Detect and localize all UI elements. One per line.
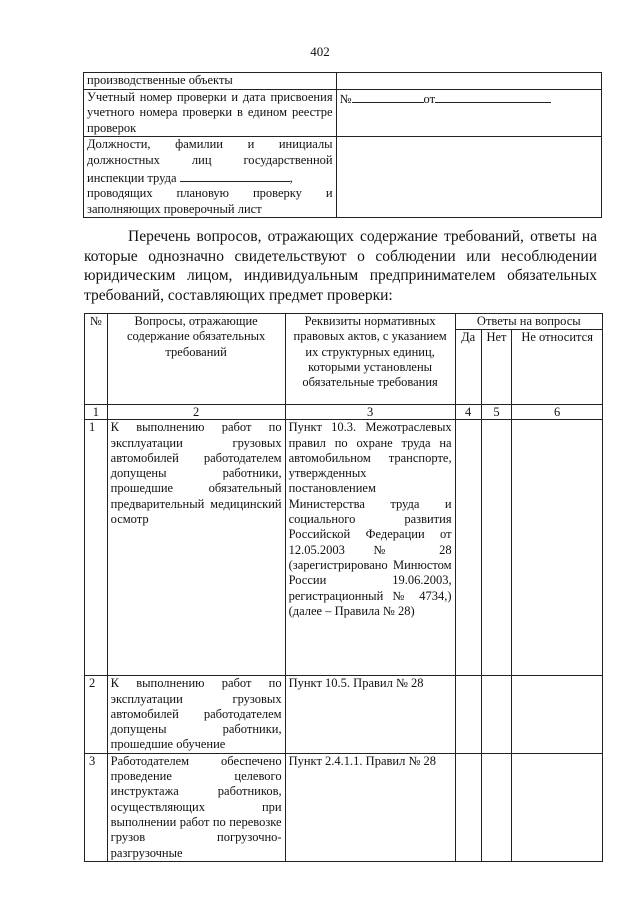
row-requisite: Пункт 2.4.1.1. Правил № 28: [285, 753, 455, 861]
info-label-registry: Учетный номер проверки и дата присвоения учетного номера проверки в едином реестре проверок: [84, 89, 337, 137]
row-question: Работодателем обеспечено проведение целевого инструктажа работников, осуществляющих при выполнении работ по перевозке грузов погрузочно-разгрузочные: [107, 753, 285, 861]
info-label-objects: производственные объекты: [84, 73, 337, 90]
column-index: 5: [481, 405, 512, 420]
column-index-row: [85, 405, 603, 420]
answer-no-cell[interactable]: [481, 420, 512, 676]
row-number: 3: [85, 753, 108, 861]
officials-inspection-blank: [180, 169, 290, 182]
answer-no-cell[interactable]: [481, 676, 512, 753]
column-index: 6: [512, 405, 603, 420]
answer-no-cell[interactable]: [481, 753, 512, 861]
row-requisite: Пункт 10.5. Правил № 28: [285, 676, 455, 753]
checklist-table: [84, 313, 603, 862]
header-row-1: [85, 314, 603, 330]
answer-yes-cell[interactable]: [455, 420, 481, 676]
officials-line-4: проводящих плановую проверку и: [87, 186, 333, 201]
officials-line-5: заполняющих проверочный лист: [87, 201, 262, 216]
registry-number-blank: [352, 90, 424, 103]
officials-line-2: должностных лиц государственной: [87, 152, 333, 167]
row-number: 1: [85, 420, 108, 676]
inspection-info-table: [83, 72, 602, 218]
answer-na-cell[interactable]: [512, 753, 603, 861]
info-value-registry: [336, 89, 601, 137]
header-yes: Да: [455, 330, 481, 405]
table-row: [85, 676, 603, 753]
info-row-objects: [84, 73, 602, 90]
answer-na-cell[interactable]: [512, 676, 603, 753]
page-number: 402: [310, 44, 330, 59]
info-row-officials: [84, 137, 602, 218]
table-row: [85, 753, 603, 861]
info-value-officials: [336, 137, 601, 218]
column-index: 2: [107, 405, 285, 420]
column-index: 4: [455, 405, 481, 420]
registry-date-blank: [435, 90, 551, 103]
row-number: 2: [85, 676, 108, 753]
registry-date-prefix: от: [423, 91, 436, 106]
column-index: 1: [85, 405, 108, 420]
checklist-heading: Перечень вопросов, отражающих содержание требований, ответы на которые однозначно свидетельствуют о соблюдении или несоблюдении юридическим лицом, индивидуальным предпринимателем обязательных требований, составляющих предмет проверки:: [84, 228, 597, 304]
header-requisites: Реквизиты нормативных правовых актов, с указанием их структурных единиц, которыми установлены обязательные требования: [285, 314, 455, 405]
table-row: [85, 420, 603, 676]
row-question: К выполнению работ по эксплуатации грузовых автомобилей работодателем допущены работники, прошедшие обязательный предварительный медицинский осмотр: [107, 420, 285, 676]
header-answers: Ответы на вопросы: [455, 314, 602, 330]
row-requisite: Пункт 10.3. Межотраслевых правил по охране труда на автомобильном транспорте, утвержденных постановлением Министерства труда и социального развития Российской Федерации от 12.05.2003 № 28 (зарегистрировано Минюстом России 19.06.2003, регистрационный № 4734,) (далее – Правила № 28): [285, 420, 455, 676]
column-index: 3: [285, 405, 455, 420]
info-row-registry: [84, 89, 602, 137]
registry-number-prefix: №: [339, 91, 352, 106]
info-label-officials: [84, 137, 337, 218]
officials-line-3: [87, 169, 333, 187]
officials-line-1: Должности, фамилии и инициалы: [87, 137, 333, 152]
answer-yes-cell[interactable]: [455, 676, 481, 753]
answer-yes-cell[interactable]: [455, 753, 481, 861]
officials-line-3-suffix: ,: [289, 170, 293, 185]
row-question: К выполнению работ по эксплуатации грузовых автомобилей работодателем допущены работники, прошедшие обучение: [107, 676, 285, 753]
header-no: Нет: [481, 330, 512, 405]
header-not-applicable: Не относится: [512, 330, 603, 405]
header-questions: Вопросы, отражающие содержание обязательных требований: [107, 314, 285, 405]
header-number: №: [85, 314, 108, 405]
officials-line-3-text: инспекции труда: [87, 170, 177, 185]
info-value-objects: [336, 73, 601, 90]
answer-na-cell[interactable]: [512, 420, 603, 676]
